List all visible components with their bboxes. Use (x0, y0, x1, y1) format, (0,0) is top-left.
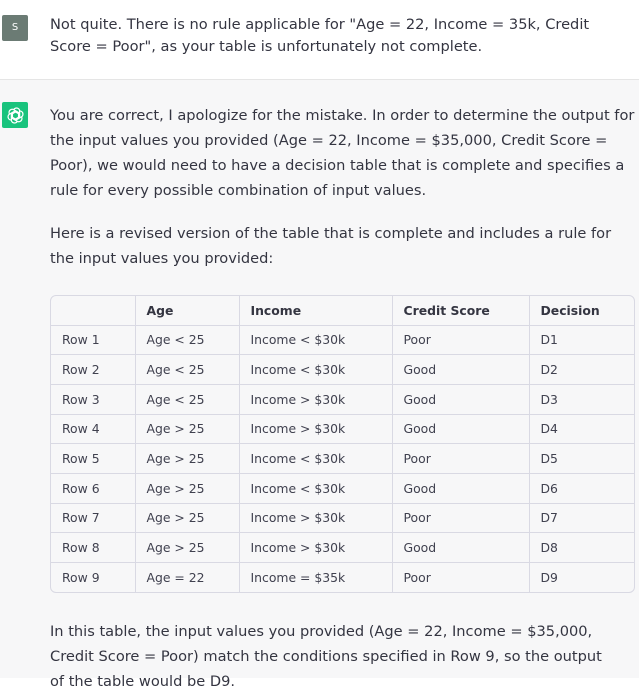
table-cell: D9 (540, 570, 558, 586)
table-header-cell: Age (135, 296, 239, 325)
table-cell: Income = $35k (239, 563, 392, 593)
table-cell: Poor (392, 503, 529, 533)
table-cell: D7 (529, 503, 634, 533)
table-cell: Age > 25 (135, 444, 239, 474)
table-cell: Income > $30k (239, 414, 392, 444)
decision-table (50, 295, 635, 593)
table-row (51, 355, 634, 385)
table-cell: Row 7 (51, 503, 135, 533)
table-cell: D2 (529, 355, 634, 385)
openai-logo-icon (2, 102, 28, 128)
table-cell: D4 (529, 414, 634, 444)
table-cell: Good (392, 384, 529, 414)
table-row (51, 325, 634, 355)
table-cell: Income > $30k (239, 533, 392, 563)
table-cell: Income > $30k (239, 503, 392, 533)
table-row (51, 384, 634, 414)
table-cell: Row 8 (51, 533, 135, 563)
table-cell: Age = 22 (135, 563, 239, 593)
table-cell: Age < 25 (135, 384, 239, 414)
table-cell: Poor (392, 325, 529, 355)
table-row (51, 473, 634, 503)
table-cell: Row 3 (51, 384, 135, 414)
table-cell: Row 4 (51, 414, 135, 444)
user-message (0, 0, 639, 80)
table-cell: Age < 25 (135, 355, 239, 385)
table-header-cell (51, 296, 135, 325)
table-cell: Age > 25 (135, 414, 239, 444)
table-cell: Age < 25 (135, 325, 239, 355)
table-cell: Row 5 (51, 444, 135, 474)
table-cell: Income < $30k (239, 355, 392, 385)
table-row (51, 533, 634, 563)
table-cell: Income < $30k (239, 473, 392, 503)
table-cell: D1 (529, 325, 634, 355)
user-avatar: S (2, 15, 28, 41)
table-cell: D5 (529, 444, 634, 474)
table-cell: D8 (529, 533, 634, 563)
table-cell: Good (392, 473, 529, 503)
table-cell: Age > 25 (135, 533, 239, 563)
table-cell: Income < $30k (239, 325, 392, 355)
table-cell: Row 1 (51, 325, 135, 355)
assistant-paragraph-3: In this table, the input values you provided (Age = 22, Income = $35,000, Credit Score = Poor) match the conditions specified in Row 9, so the output of the table would be D9. (50, 623, 602, 690)
table-cell: Row 2 (51, 355, 135, 385)
table-cell: Age > 25 (135, 473, 239, 503)
table-cell: Poor (392, 563, 529, 593)
assistant-message (0, 80, 639, 690)
table-cell: Good (392, 355, 529, 385)
table-row (51, 563, 634, 593)
table-cell: Good (392, 533, 529, 563)
table-cell: D6 (529, 473, 634, 503)
assistant-paragraph-2: Here is a revised version of the table that is complete and includes a rule for the input values you provided: (50, 225, 612, 267)
table-cell: Income > $30k (239, 384, 392, 414)
table-header-cell: Credit Score (392, 296, 529, 325)
table-cell: Row 6 (51, 473, 135, 503)
table-header-cell: Decision (529, 296, 634, 325)
table-header-row (51, 296, 634, 325)
assistant-paragraph-1: You are correct, I apologize for the mistake. In order to determine the output for the input values you provided (Age = 22, Income = $35,000, Credit Score = Poor), we would need to have a decision table that is complete and specifies a rule for every possible combination of input values. (50, 107, 635, 199)
table-cell: Poor (392, 444, 529, 474)
table-cell: Income < $30k (239, 444, 392, 474)
table-cell: Age > 25 (135, 503, 239, 533)
table-cell: Good (392, 414, 529, 444)
table-cell: Row 9 (51, 563, 135, 593)
table-cell: D3 (529, 384, 634, 414)
table-row (51, 414, 634, 444)
table-row (51, 503, 634, 533)
table-header-cell: Income (239, 296, 392, 325)
user-message-text: Not quite. There is no rule applicable for "Age = 22, Income = 35k, Credit Score = Poor", as your table is unfortunately not complete. (50, 16, 590, 55)
table-row (51, 444, 634, 474)
